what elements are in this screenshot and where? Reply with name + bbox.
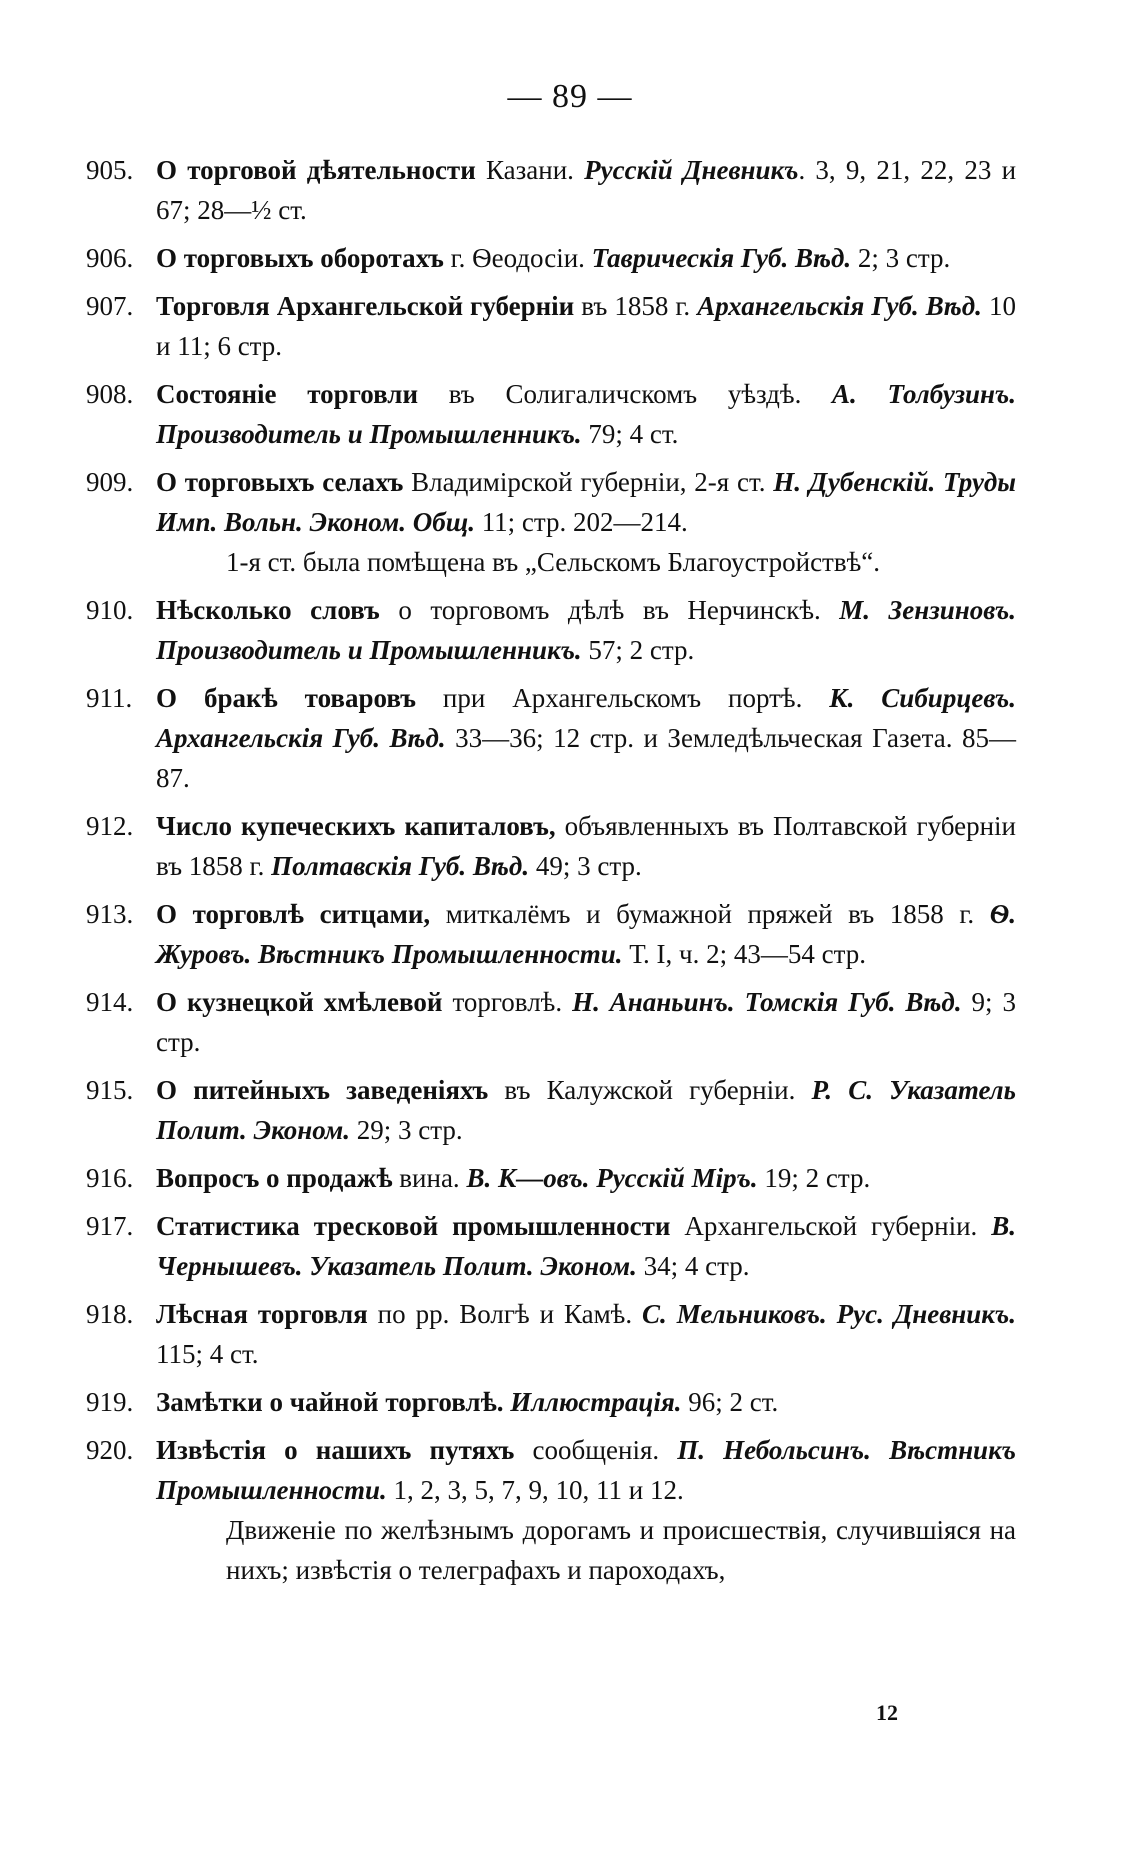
entry-details: 11; стр. 202—214. <box>474 507 688 537</box>
entry-details: . 3, 9, 21, 22, 23 и 67; 28—½ ст. <box>156 155 1017 225</box>
entry-text: о торговомъ дѣлѣ въ Нерчинскѣ. <box>379 595 840 625</box>
entry-title: О торговыхъ оборотахъ <box>156 243 444 273</box>
bibliography-entry <box>86 150 1016 230</box>
entry-number: 920. <box>86 1435 134 1465</box>
entry-title: Вопросъ о продажѣ <box>156 1163 393 1193</box>
entry-journal: Производитель и Промышленникъ. <box>156 635 582 665</box>
entry-journal: Вѣстникъ Промышленности. <box>156 1435 1016 1505</box>
entry-text: въ Солигаличскомъ уѣздѣ. <box>418 379 833 409</box>
entry-text: по рр. Волгѣ и Камѣ. <box>367 1299 643 1329</box>
entries-list <box>86 150 1016 1598</box>
entry-title: Лѣсная торговля <box>156 1299 368 1329</box>
entry-author: Ѳ. Журовъ. <box>156 899 1016 969</box>
entry-journal: Труды Имп. Вольн. Эконом. Общ. <box>156 467 1016 537</box>
entry-journal: Вѣстникъ Промышленности. <box>258 939 623 969</box>
entry-journal: Русскій Міръ. <box>596 1163 758 1193</box>
entry-title: О торговыхъ селахъ <box>156 467 404 497</box>
entry-body <box>156 1158 1016 1198</box>
entry-text: Казани. <box>475 155 585 185</box>
entry-body <box>156 1294 1016 1374</box>
entry-author: М. Зензиновъ. <box>839 595 1016 625</box>
entry-title: Статистика тресковой промышленности <box>156 1211 671 1241</box>
entry-author: В. Чернышевъ. <box>156 1211 1016 1281</box>
entry-author: А. Толбузинъ. <box>832 379 1016 409</box>
entry-title: Извѣстія о нашихъ путяхъ <box>156 1435 515 1465</box>
entry-author: Н. Дубенскій. <box>773 467 943 497</box>
entry-details: 33—36; 12 стр. и Земледѣльческая Газета. 85—87. <box>156 723 1016 793</box>
entry-title: Замѣтки о чайной торговлѣ. <box>156 1387 504 1417</box>
entry-text: торговлѣ. <box>442 987 573 1017</box>
entry-body <box>156 1070 1016 1150</box>
entry-body <box>156 590 1016 670</box>
entry-details: 79; 4 ст. <box>581 419 679 449</box>
entry-number: 911. <box>86 683 133 713</box>
entry-journal: Полтавскія Губ. Вѣд. <box>271 851 530 881</box>
entry-title: О бракѣ товаровъ <box>156 683 416 713</box>
entry-details: 19; 2 стр. <box>757 1163 871 1193</box>
entry-text: сообщенія. <box>514 1435 678 1465</box>
entry-number: 914. <box>86 987 134 1017</box>
entry-journal: Производитель и Промышленникъ. <box>156 419 582 449</box>
entry-body <box>156 894 1016 974</box>
entry-text: вина. <box>392 1163 467 1193</box>
entry-author: К. Сибирцевъ. <box>829 683 1016 713</box>
entry-author: Н. Ананьинъ. <box>572 987 745 1017</box>
entry-text: г. Ѳеодосіи. <box>443 243 592 273</box>
entry-text: Владимірской губерніи, 2-я ст. <box>403 467 774 497</box>
entry-number: 916. <box>86 1163 134 1193</box>
entry-details: 29; 3 стр. <box>349 1115 463 1145</box>
entry-author: С. Мельниковъ. <box>642 1299 837 1329</box>
entry-journal: Таврическія Губ. Вѣд. <box>591 243 852 273</box>
bibliography-entry <box>86 1158 1016 1198</box>
bibliography-entry <box>86 806 1016 886</box>
bibliography-entry <box>86 1294 1016 1374</box>
entry-number: 917. <box>86 1211 134 1241</box>
entry-number: 919. <box>86 1387 134 1417</box>
entry-body <box>156 462 1016 582</box>
entry-number: 918. <box>86 1299 134 1329</box>
entry-number: 913. <box>86 899 134 929</box>
entry-text: Архангельской губерніи. <box>670 1211 992 1241</box>
entry-author: П. Небольсинъ. <box>677 1435 890 1465</box>
entry-text: въ Калужской губерніи. <box>488 1075 812 1105</box>
entry-title: Нѣсколько словъ <box>156 595 380 625</box>
entry-details: 115; 4 ст. <box>156 1339 259 1369</box>
bibliography-entry <box>86 894 1016 974</box>
bibliography-entry <box>86 1430 1016 1590</box>
entry-details: 57; 2 стр. <box>581 635 695 665</box>
entry-details: 9; 3 стр. <box>156 987 1017 1057</box>
entry-body <box>156 678 1016 798</box>
signature-mark: 12 <box>876 1700 898 1725</box>
entry-body <box>156 1430 1016 1590</box>
entry-journal: Указатель Полит. Эконом. <box>309 1251 637 1281</box>
bibliography-entry <box>86 1382 1016 1422</box>
entry-body <box>156 1206 1016 1286</box>
entry-body <box>156 982 1016 1062</box>
entry-details: 2; 3 стр. <box>851 243 951 273</box>
entry-text: при Архангельскомъ портѣ. <box>415 683 830 713</box>
entry-journal: Указатель Полит. Эконом. <box>156 1075 1016 1145</box>
entry-body <box>156 150 1016 230</box>
entry-details: 34; 4 стр. <box>636 1251 750 1281</box>
entry-title: О питейныхъ заведеніяхъ <box>156 1075 489 1105</box>
entry-number: 908. <box>86 379 134 409</box>
entry-author: В. К—овъ. <box>466 1163 597 1193</box>
entry-text: въ 1858 г. <box>574 291 698 321</box>
entry-journal: Архангельскія Губ. Вѣд. <box>156 723 446 753</box>
entry-number: 907. <box>86 291 134 321</box>
bibliography-entry <box>86 286 1016 366</box>
entry-author: Р. С. <box>811 1075 890 1105</box>
entry-journal: Томскія Губ. Вѣд. <box>744 987 962 1017</box>
entry-text: объявленныхъ въ Полтавской губерніи въ 1858 г. <box>156 811 1016 881</box>
entry-title: О торговлѣ ситцами, <box>156 899 431 929</box>
entry-body <box>156 1382 1016 1422</box>
entry-details: 10 и 11; 6 стр. <box>156 291 1016 361</box>
entry-title: Число купеческихъ капиталовъ, <box>156 811 556 841</box>
entry-title: Торговля Архангельской губерніи <box>156 291 575 321</box>
entry-number: 910. <box>86 595 134 625</box>
entry-note: 1-я ст. была помѣщена въ „Сельскомъ Благоустройствѣ“. <box>226 547 880 577</box>
entry-number: 912. <box>86 811 134 841</box>
bibliography-entry <box>86 1206 1016 1286</box>
bibliography-entry <box>86 238 1016 278</box>
entry-journal: Архангельскія Губ. Вѣд. <box>697 291 982 321</box>
page-number: — 89 — <box>507 78 633 115</box>
entry-number: 915. <box>86 1075 134 1105</box>
entry-text: миткалёмъ и бумажной пряжей въ 1858 г. <box>430 899 990 929</box>
entry-number: 909. <box>86 467 134 497</box>
entry-body <box>156 806 1016 886</box>
entry-journal: Русскій Дневникъ <box>584 155 799 185</box>
entry-body <box>156 238 1016 278</box>
entry-title: Состояніе торговли <box>156 379 419 409</box>
entry-details: Т. I, ч. 2; 43—54 стр. <box>622 939 866 969</box>
entry-note: Движеніе по желѣзнымъ дорогамъ и происшествія, случившіяся на нихъ; извѣстія о телеграфахъ и пароходахъ, <box>226 1515 1016 1585</box>
entry-title: О кузнецкой хмѣлевой <box>156 987 443 1017</box>
bibliography-entry <box>86 982 1016 1062</box>
entry-body <box>156 374 1016 454</box>
bibliography-entry <box>86 678 1016 798</box>
entry-details: 96; 2 ст. <box>681 1387 779 1417</box>
bibliography-entry <box>86 590 1016 670</box>
entry-details: 49; 3 стр. <box>529 851 642 881</box>
bibliography-entry <box>86 374 1016 454</box>
entry-number: 906. <box>86 243 134 273</box>
entry-journal: Иллюстрація. <box>510 1387 682 1417</box>
entry-journal: Рус. Дневникъ. <box>836 1299 1016 1329</box>
bibliography-entry <box>86 462 1016 582</box>
entry-body <box>156 286 1016 366</box>
entry-number: 905. <box>86 155 134 185</box>
entry-title: О торговой дѣятельности <box>156 155 476 185</box>
bibliography-entry <box>86 1070 1016 1150</box>
entry-details: 1, 2, 3, 5, 7, 9, 10, 11 и 12. <box>386 1475 684 1505</box>
